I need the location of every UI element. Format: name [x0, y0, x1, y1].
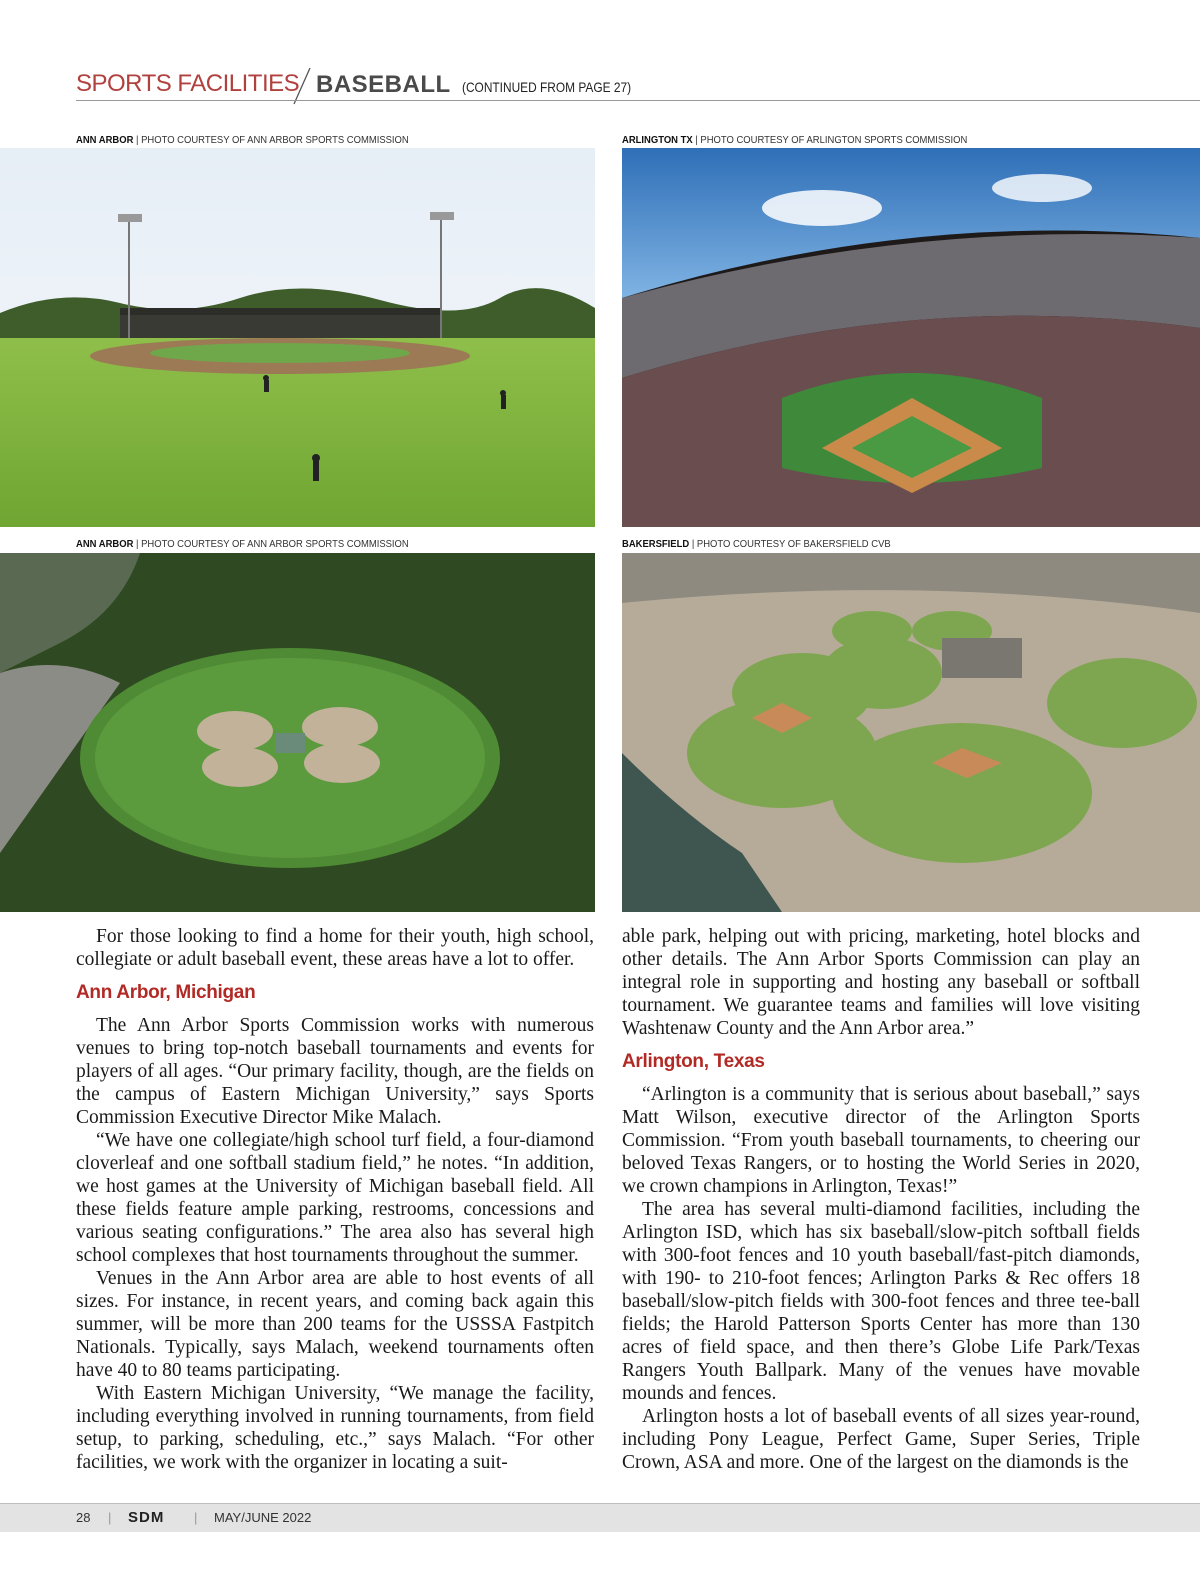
body-paragraph: Arlington hosts a lot of baseball events of all sizes year-round, including Pony League, Perfect Game, Super Series, Triple Crown, ASA and more. One of the largest on the diamonds is the — [622, 1406, 1140, 1473]
photo-caption: BAKERSFIELD | PHOTO COURTESY OF BAKERSFIELD CVB — [622, 538, 891, 550]
caption-credit: PHOTO COURTESY OF ANN ARBOR SPORTS COMMISSION — [141, 134, 409, 146]
caption-credit: PHOTO COURTESY OF BAKERSFIELD CVB — [696, 538, 891, 550]
body-paragraph: With Eastern Michigan University, “We manage the facility, including everything involved in running tournaments, from field setup, to parking, scheduling, etc.,” says Malach. “For other facilities, we work with the organizer in locating a suit- — [76, 1383, 594, 1473]
body-paragraph: “Arlington is a community that is serious about baseball,” says Matt Wilson, executive director of the Arlington Sports Commission. “From youth baseball tournaments, to cheering our beloved Texas Rangers, or to hosting the World Series in 2020, we crown champions in Arlington, Texas!” — [622, 1084, 1140, 1197]
footer-separator: | — [108, 1510, 112, 1525]
right-column — [622, 925, 1140, 1474]
body-paragraph: Venues in the Ann Arbor area are able to host events of all sizes. For instance, in recent years, and coming back again this summer, will be more than 200 teams for the USSSA Fastpitch Nationals. Typically, says Malach, weekend tournaments often have 40 to 80 teams participating. — [76, 1268, 594, 1381]
footer-separator: | — [194, 1510, 198, 1525]
magazine-logo: SDM — [128, 1509, 165, 1526]
caption-place: ANN ARBOR — [76, 134, 134, 146]
section-heading-ann-arbor: Ann Arbor, Michigan — [76, 982, 256, 1003]
continued-note: (CONTINUED FROM PAGE 27) — [462, 79, 632, 95]
photo-caption: ARLINGTON TX | PHOTO COURTESY OF ARLINGTON SPORTS COMMISSION — [622, 134, 968, 146]
intro-paragraph: For those looking to find a home for their youth, high school, collegiate or adult baseball event, these areas have a lot to offer. — [76, 926, 594, 970]
section-heading-arlington: Arlington, Texas — [622, 1051, 765, 1072]
ann-arbor-ballfield-photo — [0, 148, 595, 527]
left-column — [76, 925, 594, 1474]
header-rule — [76, 100, 1200, 101]
caption-credit: PHOTO COURTESY OF ANN ARBOR SPORTS COMMISSION — [141, 538, 409, 550]
caption-credit: PHOTO COURTESY OF ARLINGTON SPORTS COMMISSION — [700, 134, 968, 146]
page-header — [76, 66, 1200, 106]
photo-caption: ANN ARBOR | PHOTO COURTESY OF ANN ARBOR SPORTS COMMISSION — [76, 134, 409, 146]
topic-label: BASEBALL — [316, 71, 451, 98]
arlington-stadium-photo — [622, 148, 1200, 527]
caption-place: BAKERSFIELD — [622, 538, 690, 550]
caption-place: ARLINGTON TX — [622, 134, 693, 146]
body-paragraph: The Ann Arbor Sports Commission works with numerous venues to bring top-notch baseball tournaments and events for players of all ages. “Our primary facility, though, are the fields on the campus of Eastern Michigan University,” says Sports Commission Executive Director Mike Malach. — [76, 1015, 594, 1128]
issue-date: MAY/JUNE 2022 — [214, 1510, 312, 1525]
caption-place: ANN ARBOR — [76, 538, 134, 550]
photo-caption: ANN ARBOR | PHOTO COURTESY OF ANN ARBOR SPORTS COMMISSION — [76, 538, 409, 550]
page-number: 28 — [76, 1510, 91, 1525]
ann-arbor-cloverleaf-photo — [0, 553, 595, 912]
bakersfield-complex-photo — [622, 553, 1200, 912]
body-paragraph: able park, helping out with pricing, marketing, hotel blocks and other details. The Ann Arbor Sports Commission can play an integral role in supporting and hosting any baseball or softball tournament. We guarantee teams and families will love visiting Washtenaw County and the Ann Arbor area.” — [622, 926, 1140, 1039]
section-label: SPORTS FACILITIES — [76, 70, 300, 97]
body-paragraph: “We have one collegiate/high school turf field, a four-diamond cloverleaf and one softball stadium field,” he notes. “In addition, we host games at the University of Michigan baseball field. All these fields feature ample parking, restrooms, concessions and various seating configurations.” The area also has several high school complexes that host tournaments throughout the summer. — [76, 1130, 594, 1266]
body-paragraph: The area has several multi-diamond facilities, including the Arlington ISD, which has six baseball/slow-pitch softball fields with 300-foot fences and 10 youth baseball/fast-pitch diamonds, with 190- to 210-foot fences; Arlington Parks & Rec offers 18 baseball/slow-pitch fields with 300-foot fences and three tee-ball fields; the Harold Patterson Sports Center has more than 130 acres of field space, and then there’s Globe Life Park/Texas Rangers Youth Ballpark. Many of the venues have movable mounds and fences. — [622, 1199, 1140, 1404]
page-footer — [0, 1503, 1200, 1532]
